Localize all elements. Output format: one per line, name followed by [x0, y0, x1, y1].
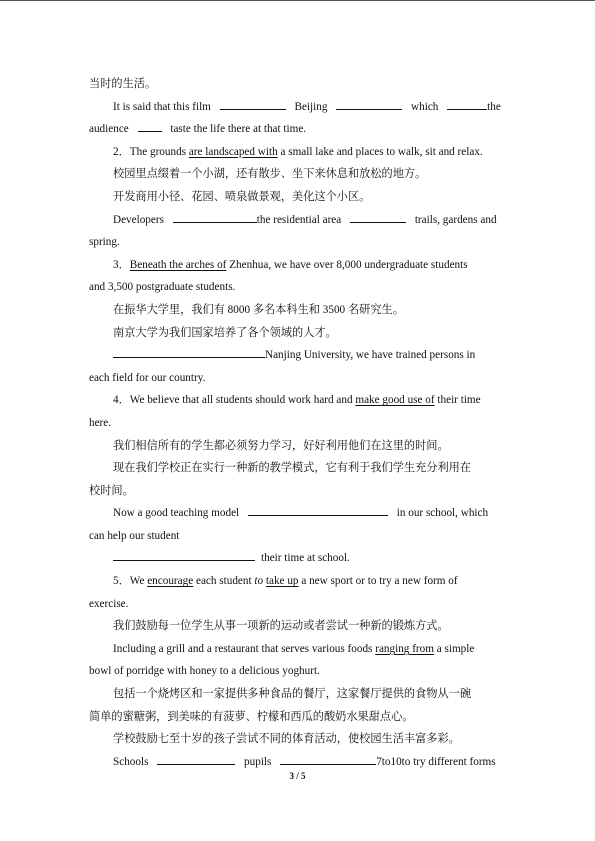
answer-blank[interactable]: [350, 211, 406, 223]
exercise-sentence: their time at school.: [89, 547, 506, 570]
translation-line: 现在我们学校正在实行一种新的教学模式，它有利于我们学生充分利用在: [113, 462, 472, 475]
example-sentence: 3．Beneath the arches of Zhenhua, we have over 8,000 undergraduate students: [113, 258, 468, 271]
exercise-sentence: Developers the residential area trails, gardens and: [89, 209, 506, 232]
text-line: exercise.: [89, 597, 129, 610]
key-phrase: make good use of: [355, 394, 435, 407]
answer-blank[interactable]: [113, 346, 265, 358]
text-line: can help our student: [89, 529, 180, 542]
translation-line: 简单的蜜糖粥，到美味的有菠萝、柠檬和西瓜的酸奶水果甜点心。: [89, 710, 414, 723]
document-page: [89, 73, 506, 773]
key-word: to: [254, 575, 264, 588]
translation-line: 我们相信所有的学生都必须努力学习，好好利用他们在这里的时间。: [113, 439, 449, 452]
example-sentence: 5．We encourage each student to take up a new sport or to try a new form of: [113, 575, 458, 588]
text-line: spring.: [89, 236, 120, 249]
page-number: 3 / 5: [289, 771, 306, 781]
translation-line: 校时间。: [89, 484, 134, 497]
translation-line: 在振华大学里，我们有 8000 多名本科生和 3500 名研究生。: [113, 303, 404, 316]
translation-line: 我们鼓励每一位学生从事一项新的运动或者尝试一种新的锻炼方式。: [113, 620, 449, 633]
header-rule: [0, 0, 595, 1]
exercise-sentence: Schools pupils 7to10to try different forms: [89, 751, 506, 774]
answer-blank[interactable]: [220, 98, 286, 110]
answer-blank[interactable]: [138, 120, 162, 132]
text-line: each field for our country.: [89, 371, 206, 384]
answer-blank[interactable]: [447, 98, 487, 110]
translation-line: 校园里点缀着一个小湖，还有散步、坐下来休息和放松的地方。: [113, 168, 427, 181]
answer-blank[interactable]: [157, 753, 235, 765]
text-line: here.: [89, 416, 112, 429]
translation-line: 包括一个烧烤区和一家提供多种食品的餐厅，这家餐厅提供的食物从一碗: [113, 688, 472, 701]
exercise-sentence: Now a good teaching model in our school, which: [89, 502, 506, 525]
key-phrase: ranging from: [375, 642, 434, 655]
answer-blank[interactable]: [280, 753, 376, 765]
answer-blank[interactable]: [113, 549, 255, 561]
text-line: audience taste the life there at that time.: [89, 118, 506, 141]
example-sentence: 4．We believe that all students should work hard and make good use of their time: [113, 394, 481, 407]
example-sentence: 2．The grounds are landscaped with a small lake and places to walk, sit and relax.: [113, 145, 483, 158]
translation-line: 南京大学为我们国家培养了各个领域的人才。: [113, 326, 337, 339]
exercise-sentence: Nanjing University, we have trained persons in: [89, 344, 506, 367]
translation-line: 开发商用小径、花园、喷泉做景观，美化这个小区。: [113, 190, 371, 203]
answer-blank[interactable]: [336, 98, 402, 110]
translation-line: 学校鼓励七至十岁的孩子尝试不同的体育活动，使校园生活丰富多彩。: [113, 733, 460, 746]
text-line: and 3,500 postgraduate students.: [89, 281, 236, 294]
answer-blank[interactable]: [248, 504, 388, 516]
key-phrase: are landscaped with: [188, 145, 278, 158]
key-phrase: encourage: [147, 575, 194, 588]
text-line: 当时的生活。: [89, 78, 157, 90]
text-line: bowl of porridge with honey to a delicious yoghurt.: [89, 665, 320, 678]
answer-blank[interactable]: [173, 211, 257, 223]
example-sentence: Including a grill and a restaurant that serves various foods ranging from a simple: [113, 642, 475, 655]
key-phrase: Beneath the arches of: [129, 258, 227, 271]
key-phrase: take up: [265, 575, 299, 588]
exercise-sentence: It is said that this film Beijing which the: [89, 96, 506, 119]
